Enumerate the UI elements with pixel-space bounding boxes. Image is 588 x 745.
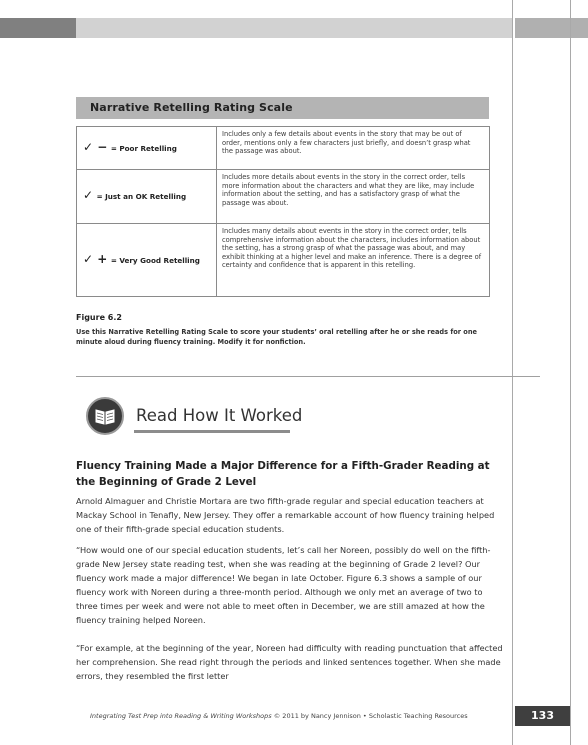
figure-caption: Use this Narrative Retelling Rating Scale to score your students’ oral retelling after he or she reads for one minute aloud during fluency training. Modify it for nonfiction. [76, 328, 477, 346]
article-paragraph: “How would one of our special education students, let’s call her Noreen, possibly do well on the fifth-grade New Jersey state reading test, when she was reading at the beginning of Grade 2 level? Our fluency work made a major difference! We began in late October. Figure 6.3 shows a sample of our fluency work with Noreen during a three-month period. Although we only met an average of two to three times per week and were not able to meet often in December, we are still amazed at how the fluency training helped Noreen. [76, 545, 491, 626]
margin-rule [512, 0, 513, 745]
rating-label [77, 170, 217, 224]
rating-label [77, 224, 217, 297]
header-bar [76, 18, 512, 38]
rating-label-text: = Very Good Retelling [110, 255, 200, 265]
heading-underline [134, 430, 290, 433]
table-row [77, 224, 490, 297]
footer-credit: © 2011 by Nancy Jennison • Scholastic Teaching Resources [271, 712, 468, 720]
article-paragraph: Arnold Almaguer and Christie Mortara are two fifth-grade regular and special education teachers at Mackay School in Tenafly, New Jersey. They offer a remarkable account of how fluency training helped one of their fifth-grade special education students. [76, 496, 495, 535]
checkmark-plus-icon: ✓ + [83, 251, 108, 266]
rating-scale-table [76, 126, 490, 297]
header-bar-right [515, 18, 588, 38]
header-bar-left [0, 18, 76, 38]
page-number: 133 [531, 709, 554, 722]
article-paragraph: “For example, at the beginning of the year, Noreen had difficulty with reading punctuation that affected her comprehension. She read right through the periods and linked sentences together. When she made errors, they resembled the first letter [76, 643, 503, 682]
rating-label-text: = Poor Retelling [110, 143, 177, 153]
article-subhead: Fluency Training Made a Major Difference for a Fifth-Grader Reading at the Beginning of Grade 2 Level [76, 460, 490, 488]
checkmark-icon: ✓ [83, 188, 94, 203]
rating-label [77, 127, 217, 170]
rating-description: Includes only a few details about events in the story that may be out of order, mentions only a few characters just briefly, and doesn’t grasp what the passage was about. [217, 127, 490, 170]
figure-label: Figure 6.2 [76, 313, 122, 322]
footer-book-title: Integrating Test Prep into Reading & Writing Workshops [90, 712, 272, 720]
section-heading: Read How It Worked [136, 406, 303, 425]
table-row [77, 170, 490, 224]
checkmark-minus-icon: ✓ − [83, 139, 108, 154]
rating-description: Includes many details about events in the story in the correct order, tells comprehensive information about the characters, includes information about the setting, has a strong grasp of what the passage was about, and may exhibit thinking at a higher level and make an inference. There is a degree of certainty and confidence that is apparent in this retelling. [217, 224, 490, 297]
book-icon [86, 397, 124, 435]
table-title: Narrative Retelling Rating Scale [90, 101, 293, 114]
rating-label-text: = Just an OK Retelling [96, 192, 187, 202]
rating-description: Includes more details about events in the story in the correct order, tells more information about the characters and what they are like, may include information about the setting, and has a satisfactory grasp of what the passage was about. [217, 170, 490, 224]
page-footer [90, 712, 468, 720]
section-divider [76, 376, 540, 377]
table-row [77, 127, 490, 170]
margin-rule-outer [570, 0, 571, 745]
